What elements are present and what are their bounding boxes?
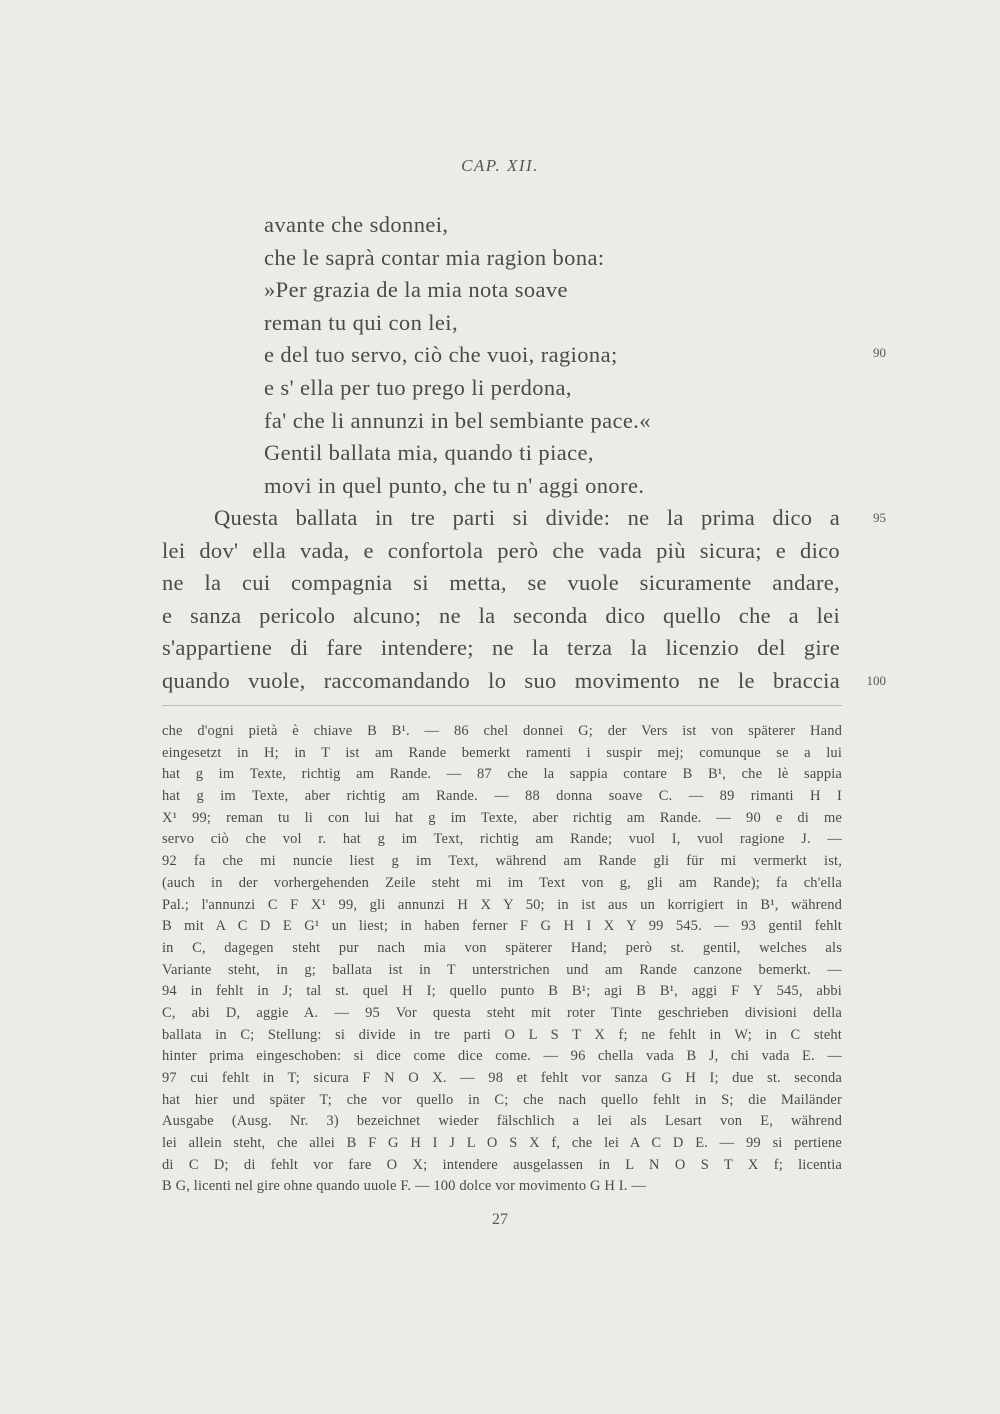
apparatus-line: Ausgabe (Ausg. Nr. 3) bezeichnet wieder fälschlich a lei als Lesart von E, während — [162, 1113, 842, 1130]
apparatus-line: ballata in C; Stellung: si divide in tre parti O L S T X f; ne fehlt in W; in C steht — [162, 1026, 842, 1043]
apparatus-line: servo ciò che vol r. hat g im Text, richtig am Rande; vuol I, vuol ragione J. — — [162, 831, 842, 848]
apparatus-line: di C D; di fehlt vor fare O X; intendere ausgelassen in L N O S T X f; licentia — [162, 1156, 842, 1173]
apparatus-line: 94 in fehlt in J; tal st. quel H I; quello punto B B¹; agi B B¹, aggi F Y 545, abbi — [162, 983, 842, 1000]
apparatus-line: (auch in der vorhergehenden Zeile steht mi im Text von g, gli am Rande); fa ch'ella — [162, 874, 842, 891]
verse-line: movi in quel punto, che tu n' aggi onore. — [264, 472, 645, 498]
apparatus-line: Pal.; l'annunzi C F X¹ 99, gli annunzi H X Y 50; in ist aus un korrigiert in B¹, während — [162, 896, 842, 913]
apparatus-line: 97 cui fehlt in T; sicura F N O X. — 98 et fehlt vor sanza G H I; due st. seconda — [162, 1070, 842, 1086]
apparatus-line: 92 fa che mi nuncie liest g im Text, während am Rande gli für mi vermerkt ist, — [162, 853, 842, 870]
verse-line: e del tuo servo, ciò che vuoi, ragiona; — [264, 342, 618, 368]
verse-line: e s' ella per tuo prego li perdona, — [264, 374, 572, 400]
apparatus-line: B G, licenti nel gire ohne quando uuole F. — 100 dolce vor movimento G H I. — — [162, 1178, 646, 1195]
prose-line: e sanza pericolo alcuno; ne la seconda dico quello che a lei — [162, 602, 840, 628]
running-head: CAP. XII. — [461, 156, 539, 175]
apparatus-line: B mit A C D E G¹ un liest; in haben ferner F G H I X Y 99 545. — 93 gentil fehlt — [162, 918, 842, 935]
verse-line: fa' che li annunzi in bel sembiante pace.« — [264, 407, 651, 433]
prose-block — [162, 502, 840, 698]
verse-block — [264, 209, 864, 502]
prose-line: lei dov' ella vada, e confortola però che vada più sicura; e dico — [162, 537, 840, 563]
verse-line: Gentil ballata mia, quando ti piace, — [264, 440, 594, 466]
prose-line: Questa ballata in tre parti si divide: ne la prima dico a — [214, 505, 840, 530]
line-number: 100 — [866, 673, 886, 688]
apparatus-line: Variante steht, in g; ballata ist in T unterstrichen und am Rande canzone bemerkt. — — [162, 961, 842, 978]
critical-apparatus — [162, 721, 842, 1198]
apparatus-line: hinter prima eingeschoben: si dice come dice come. — 96 chella vada B J, chi vada E. — — [162, 1048, 842, 1065]
apparatus-line: che d'ogni pietà è chiave B B¹. — 86 chel donnei G; der Vers ist von späterer Hand — [162, 723, 842, 739]
verse-line: reman tu qui con lei, — [264, 309, 458, 335]
prose-line: quando vuole, raccomandando lo suo movimento ne le braccia — [162, 667, 840, 693]
apparatus-line: lei allein steht, che allei B F G H I J L O S X f, che lei A C D E. — 99 si pertiene — [162, 1135, 842, 1152]
line-number: 90 — [873, 345, 886, 360]
apparatus-line: hat g im Texte, richtig am Rande. — 87 che la sappia contare B B¹, che lè sappia — [162, 766, 842, 783]
verse-line: »Per grazia de la mia nota soave — [264, 277, 568, 303]
line-number: 95 — [873, 510, 886, 525]
apparatus-line: hat hier und später T; che vor quello in C; che nach quello fehlt in S; die Mailänder — [162, 1091, 842, 1108]
apparatus-line: C, abi D, aggie A. — 95 Vor questa steht mit roter Tinte geschrieben divisioni della — [162, 1004, 842, 1021]
apparatus-line: X¹ 99; reman tu li con lui hat g im Texte, aber richtig am Rande. — 90 e di me — [162, 809, 842, 826]
verse-line: che le saprà contar mia ragion bona: — [264, 244, 605, 270]
prose-line: ne la cui compagnia si metta, se vuole sicuramente andare, — [162, 570, 840, 596]
verse-line: avante che sdonnei, — [264, 212, 449, 237]
apparatus-line: eingesetzt in H; in T ist am Rande bemerkt ramenti i suspir mej; comunque se a lui — [162, 744, 842, 761]
prose-line: s'appartiene di fare intendere; ne la terza la licenzio del gire — [162, 635, 840, 661]
apparatus-line: in C, dagegen steht pur nach mia von späterer Hand; però st. gentil, welches als — [162, 939, 842, 956]
footnote-rule — [162, 705, 842, 706]
apparatus-line: hat g im Texte, aber richtig am Rande. — 88 donna soave C. — 89 rimanti H I — [162, 788, 842, 805]
page-number: 27 — [492, 1211, 508, 1228]
